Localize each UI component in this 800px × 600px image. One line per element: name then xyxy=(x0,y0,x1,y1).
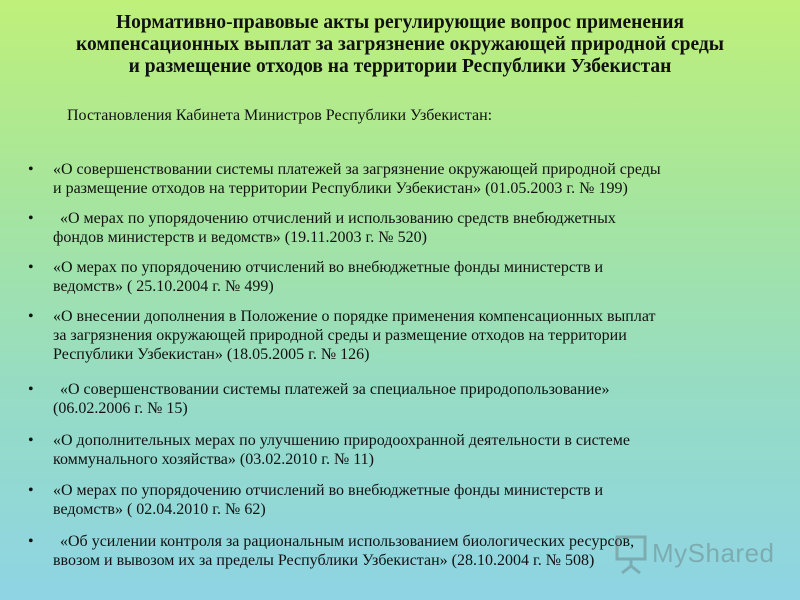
act-text: «О мерах по упорядочению отчислений во внебюджетные фонды министерств и ведомств» ( 25.10.2004 г. № 499) xyxy=(53,259,604,295)
watermark-text: MyShared xyxy=(652,538,775,568)
bullet-icon: • xyxy=(28,533,34,550)
act-text: «О внесении дополнения в Положение о порядке применения компенсационных выплат за загрязнения окружающей природной среды и размещение отходов на территории Республики Узбекистан» (18.05.2005 г. № 126) xyxy=(53,308,656,363)
act-text: «О мерах по упорядочению отчислений и использованию средств внебюджетных фондов министерств и ведомств» (19.11.2003 г. № 520) xyxy=(53,210,616,246)
act-text: «Об усилении контроля за рациональным использованием биологических ресурсов, ввозом и вывозом их за пределы Республики Узбекистан» (28.10.2004 г. № 508) xyxy=(53,533,635,569)
act-text: «О мерах по упорядочению отчислений во внебюджетные фонды министерств и ведомств» ( 02.04.2010 г. № 62) xyxy=(53,482,604,518)
bullet-icon: • xyxy=(28,308,34,325)
section-subtitle: Постановления Кабинета Министров Республики Узбекистан: xyxy=(67,107,493,124)
title-line-1: Нормативно-правовые акты регулирующие вопрос применения xyxy=(115,12,685,33)
act-text: «О дополнительных мерах по улучшению природоохранной деятельности в системе коммунального хозяйства» (03.02.2010 г. № 11) xyxy=(53,432,630,468)
act-text: «О совершенствовании системы платежей за загрязнение окружающей природной среды и размещение отходов на территории Республики Узбекистан» (01.05.2003 г. № 199) xyxy=(53,161,661,197)
bullet-icon: • xyxy=(28,210,34,227)
title-line-2: компенсационных выплат за загрязнение окружающей природной среды xyxy=(76,34,724,55)
act-text: «О совершенствовании системы платежей за специальное природопользование» (06.02.2006 г. № 15) xyxy=(53,381,610,417)
bullet-icon: • xyxy=(28,381,34,398)
title-line-3: и размещение отходов на территории Республики Узбекистан xyxy=(128,56,672,77)
bullet-icon: • xyxy=(28,161,34,178)
bullet-icon: • xyxy=(28,259,34,276)
slide-title xyxy=(20,12,780,78)
bullet-icon: • xyxy=(28,482,34,499)
bullet-icon: • xyxy=(28,432,34,449)
watermark xyxy=(612,532,775,582)
presentation-screen-icon xyxy=(614,534,648,574)
